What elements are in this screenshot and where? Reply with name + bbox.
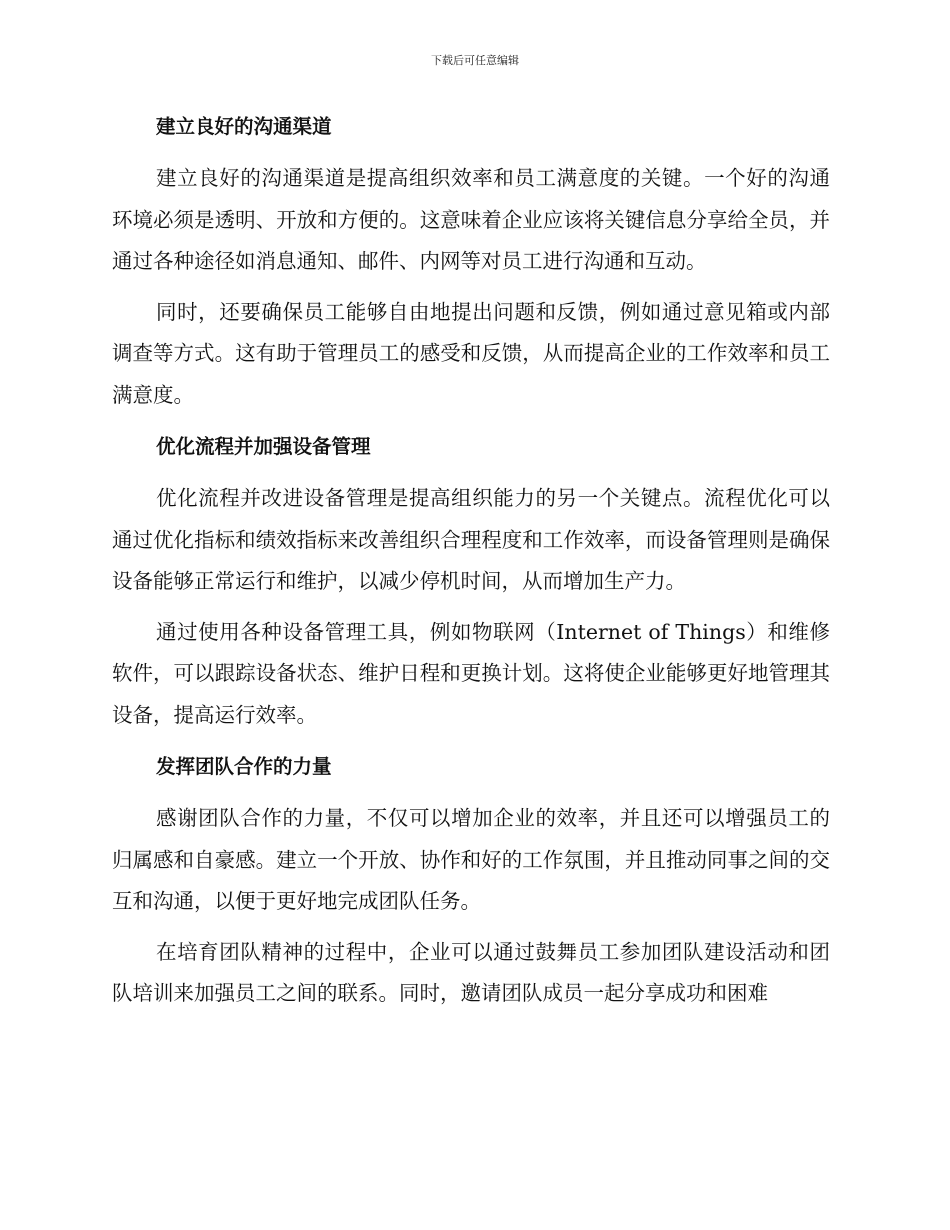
section-heading-teamwork: 发挥团队合作的力量 bbox=[156, 755, 332, 778]
section-heading-process-equipment: 优化流程并加强设备管理 bbox=[156, 435, 371, 458]
paragraph-teamwork-2: 在培育团队精神的过程中，企业可以通过鼓舞员工参加团队建设活动和团队培训来加强员工之间的联系。同时，邀请团队成员一起分享成功和困难 bbox=[112, 939, 830, 1005]
document-body bbox=[112, 110, 830, 1015]
paragraph-process-equipment-1: 优化流程并改进设备管理是提高组织能力的另一个关键点。流程优化可以通过优化指标和绩效指标来改善组织合理程度和工作效率，而设备管理则是确保设备能够正常运行和维护，以减少停机时间，从而增加生产力。 bbox=[112, 486, 830, 593]
paragraph-teamwork-1: 感谢团队合作的力量，不仅可以增加企业的效率，并且还可以增强员工的归属感和自豪感。建立一个开放、协作和好的工作氛围，并且推动同事之间的交互和沟通，以便于更好地完成团队任务。 bbox=[112, 806, 830, 913]
paragraph-process-equipment-2: 通过使用各种设备管理工具，例如物联网（Internet of Things）和维修软件，可以跟踪设备状态、维护日程和更换计划。这将使企业能够更好地管理其设备，提高运行效率。 bbox=[112, 619, 830, 727]
page-header: 下载后可任意编辑 bbox=[431, 54, 519, 67]
section-heading-communication: 建立良好的沟通渠道 bbox=[156, 115, 332, 138]
paragraph-communication-1: 建立良好的沟通渠道是提高组织效率和员工满意度的关键。一个好的沟通环境必须是透明、开放和方便的。这意味着企业应该将关键信息分享给全员，并通过各种途径如消息通知、邮件、内网等对员工进行沟通和互动。 bbox=[112, 166, 830, 273]
paragraph-communication-2: 同时，还要确保员工能够自由地提出问题和反馈，例如通过意见箱或内部调查等方式。这有助于管理员工的感受和反馈，从而提高企业的工作效率和员工满意度。 bbox=[112, 299, 830, 407]
